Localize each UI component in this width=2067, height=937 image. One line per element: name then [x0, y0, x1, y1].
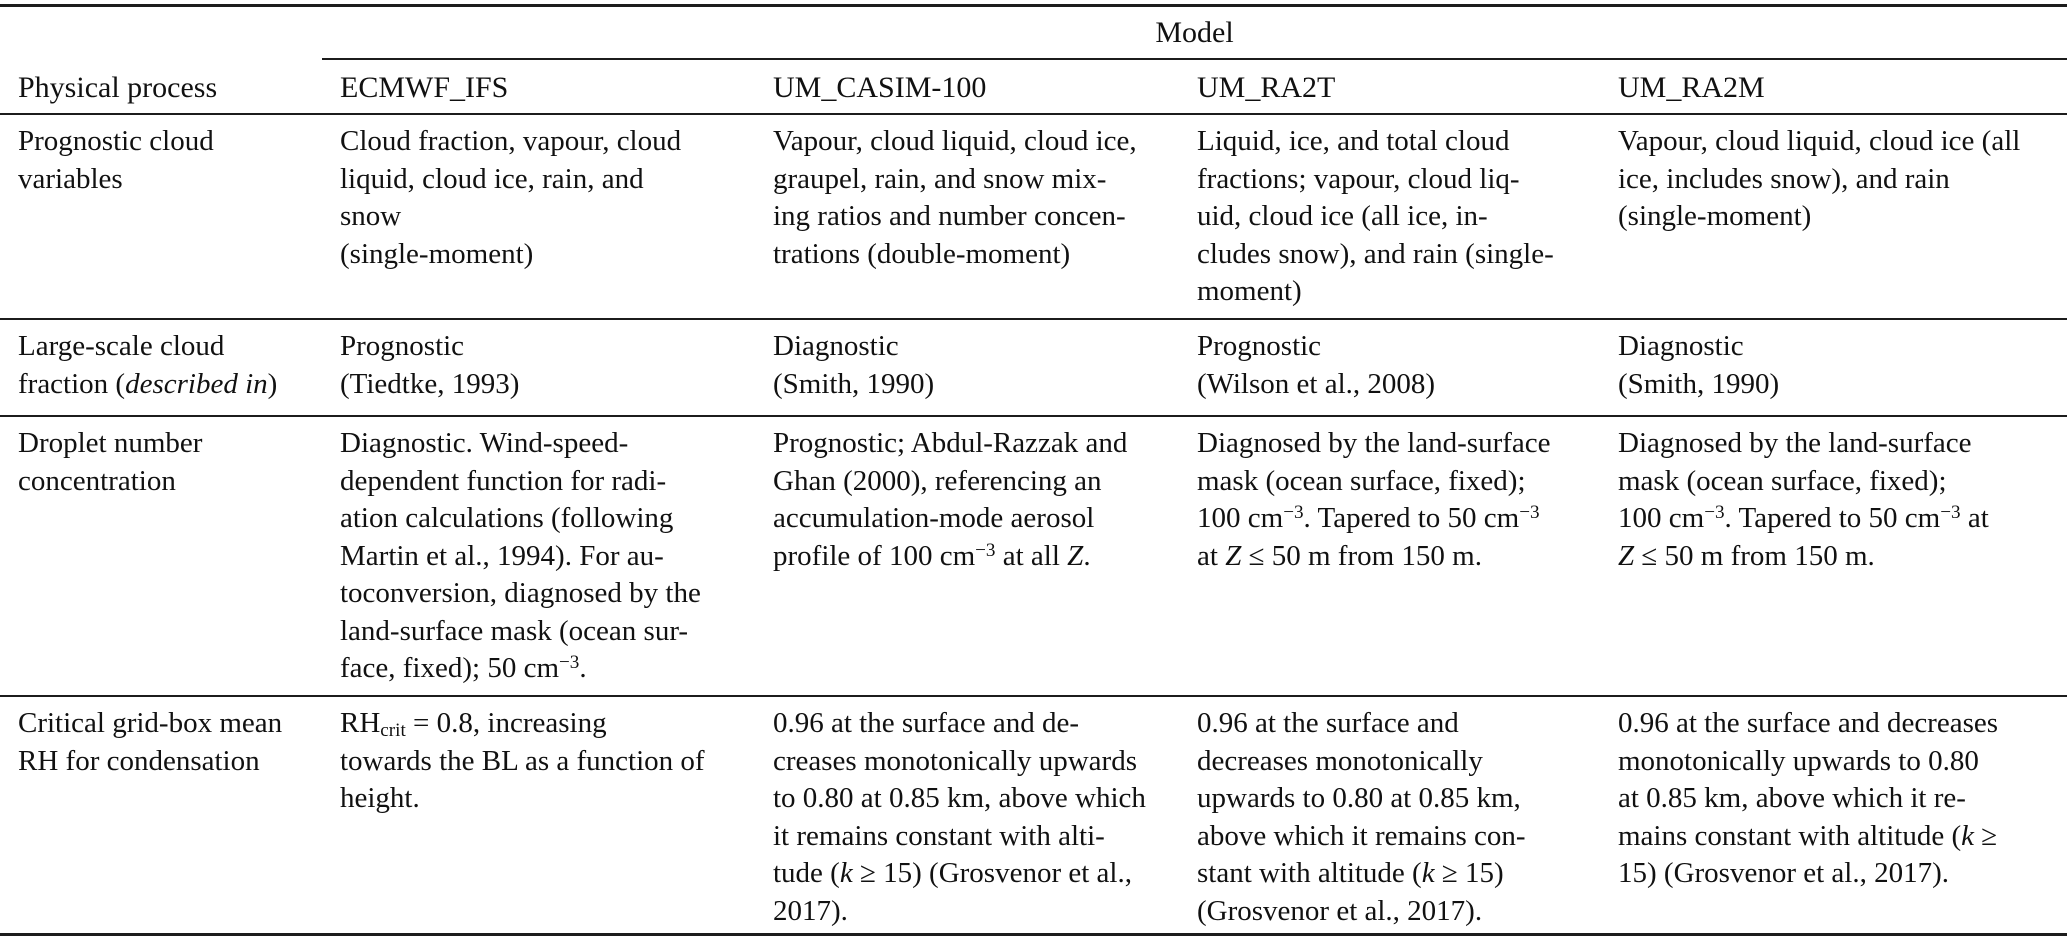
column-header-row	[0, 60, 2067, 113]
model-group-header-label: Model	[1155, 15, 1234, 49]
value-cell: Diagnosed by the land-surface mask (ocean surface, fixed); 100 $cm^{-3}$. Tapered to 50 $cm^{-3}$ at Z ≤ 50 m from 150 m.	[1618, 427, 1989, 572]
column-header-um-ra2t: UM_RA2T	[1197, 71, 1336, 104]
table-row-droplet-number-concentration	[0, 415, 2067, 695]
model-group-header	[322, 7, 2067, 60]
value-cell: Vapour, cloud liquid, cloud ice (all ice, includes snow), and rain (single-moment)	[1618, 125, 2021, 232]
value-cell: 0.96 at the surface and decreases monotonically upwards to 0.80 at 0.85 km, above which it remains con- stant with altitude (k ≥ 15) (Grosvenor et al., 2017).	[1197, 707, 1526, 927]
value-cell: Prognostic (Tiedtke, 1993)	[340, 330, 520, 400]
column-header-ecmwf-ifs: ECMWF_IFS	[340, 71, 509, 104]
value-cell: 0.96 at the surface and de- creases monotonically upwards to 0.80 at 0.85 km, above which it remains constant with alti- tude (k ≥ 15) (Grosvenor et al., 2017).	[773, 707, 1146, 927]
model-group-header-band	[0, 7, 2067, 60]
value-cell: Diagnostic (Smith, 1990)	[1618, 330, 1780, 400]
column-header-um-casim-100: UM_CASIM-100	[773, 71, 987, 104]
value-cell: 0.96 at the surface and decreases monotonically upwards to 0.80 at 0.85 km, above which it re- mains constant with altitude (k ≥ 15) (Grosvenor et al., 2017).	[1618, 707, 1999, 889]
value-cell: Vapour, cloud liquid, cloud ice, graupel, rain, and snow mix- ing ratios and number concen- trations (double-moment)	[773, 125, 1137, 270]
table-row-prognostic-cloud-variables	[0, 113, 2067, 318]
column-header-um-ra2m: UM_RA2M	[1618, 71, 1765, 104]
row-label-cell: Droplet number concentration	[18, 427, 203, 497]
table-row-critical-rh	[0, 695, 2067, 933]
row-label-cell: Critical grid-box mean RH for condensation	[18, 707, 283, 777]
table-row-large-scale-cloud-fraction	[0, 318, 2067, 415]
row-label-cell: Prognostic cloud variables	[18, 125, 214, 195]
column-header-physical-process: Physical process	[18, 71, 218, 104]
model-comparison-table	[0, 4, 2067, 936]
value-cell: Diagnostic (Smith, 1990)	[773, 330, 935, 400]
value-cell: Prognostic; Abdul-Razzak and Ghan (2000), referencing an accumulation-mode aerosol profile of 100 $cm^{-3}$ at all Z.	[773, 427, 1128, 572]
value-cell: $RH_{crit} = 0.8$, increasing towards the BL as a function of height.	[340, 707, 705, 814]
empty-corner-cell	[0, 7, 322, 60]
value-cell: Diagnosed by the land-surface mask (ocean surface, fixed); 100 $cm^{-3}$. Tapered to 50 $cm^{-3}$ at Z ≤ 50 m from 150 m.	[1197, 427, 1551, 572]
value-cell: Liquid, ice, and total cloud fractions; vapour, cloud liq- uid, cloud ice (all ice, in- cludes snow), and rain (single- moment)	[1197, 125, 1554, 307]
value-cell: Diagnostic. Wind-speed- dependent function for radi- ation calculations (following Martin et al., 1994). For au- toconversion, diagnosed by the land-surface mask (ocean sur- face, fixed); 50 $cm^{-3}$.	[340, 427, 701, 684]
value-cell: Prognostic (Wilson et al., 2008)	[1197, 330, 1436, 400]
value-cell: Cloud fraction, vapour, cloud liquid, cloud ice, rain, and snow (single-moment)	[340, 125, 682, 270]
row-label-cell: Large-scale cloud fraction (described in)	[18, 330, 278, 400]
